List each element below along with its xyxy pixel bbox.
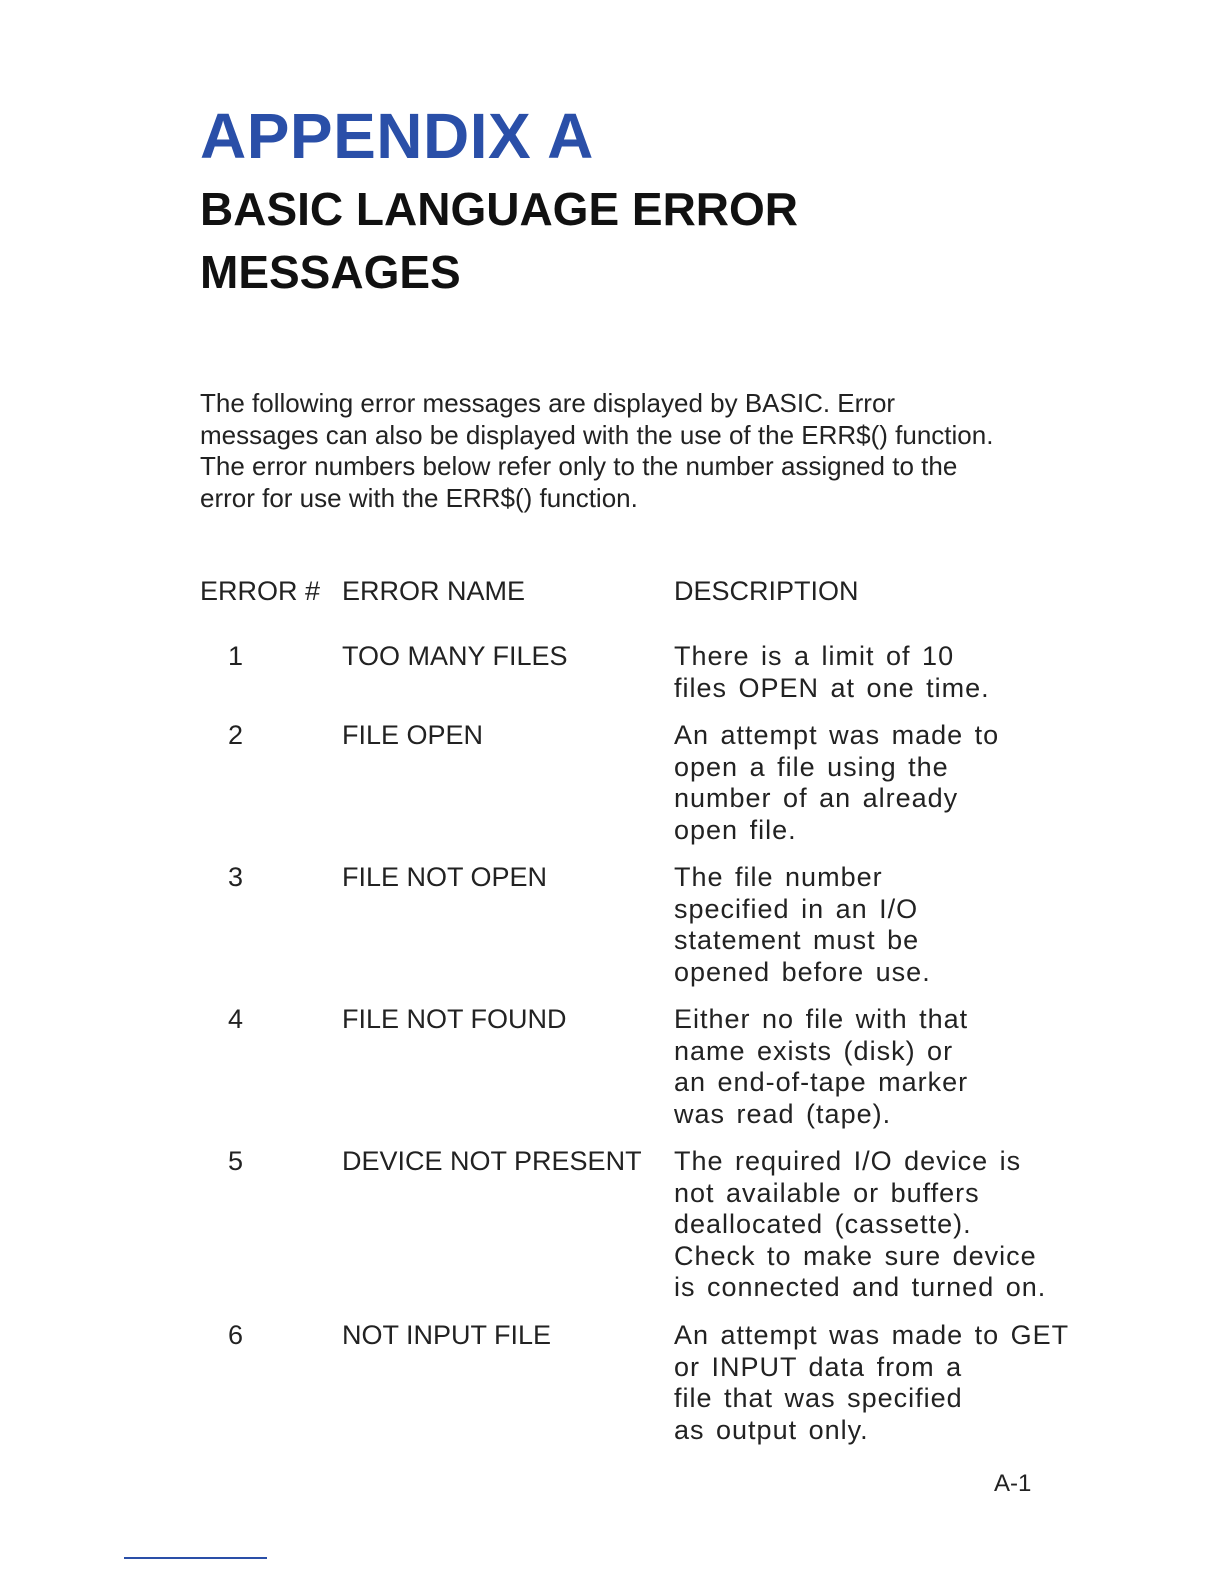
description-line: opened before use. bbox=[674, 956, 931, 987]
appendix-title: APPENDIX A bbox=[200, 100, 594, 172]
error-name: FILE OPEN bbox=[342, 720, 484, 750]
description-line: statement must be bbox=[674, 925, 920, 956]
error-name: FILE NOT OPEN bbox=[342, 862, 548, 892]
error-name: NOT INPUT FILE bbox=[342, 1320, 552, 1350]
error-description bbox=[674, 720, 999, 846]
column-header-error-number: ERROR # bbox=[200, 576, 321, 606]
description-line: is connected and turned on. bbox=[674, 1272, 1047, 1303]
description-line: There is a limit of 10 bbox=[674, 641, 955, 671]
error-number: 6 bbox=[228, 1320, 244, 1350]
description-line: as output only. bbox=[674, 1414, 869, 1445]
description-line: open a file using the bbox=[674, 751, 949, 782]
error-description bbox=[674, 862, 931, 988]
description-line: not available or buffers bbox=[674, 1177, 980, 1208]
description-line: an end-of-tape marker bbox=[674, 1067, 969, 1098]
error-name: TOO MANY FILES bbox=[342, 641, 568, 671]
error-description bbox=[674, 1004, 968, 1130]
error-number: 5 bbox=[228, 1146, 244, 1176]
description-line: files OPEN at one time. bbox=[674, 672, 990, 703]
description-line: An attempt was made to bbox=[674, 720, 1000, 750]
error-description bbox=[674, 1320, 1069, 1446]
error-name: FILE NOT FOUND bbox=[342, 1004, 567, 1034]
description-line: number of an already bbox=[674, 783, 959, 814]
description-line: or INPUT data from a bbox=[674, 1351, 963, 1382]
error-description bbox=[674, 1146, 1046, 1304]
column-header-description: DESCRIPTION bbox=[674, 576, 859, 606]
column-header-error-name: ERROR NAME bbox=[342, 576, 526, 606]
description-line: The required I/O device is bbox=[674, 1146, 1022, 1176]
chapter-title: BASIC LANGUAGE ERROR MESSAGES bbox=[200, 183, 799, 298]
intro-paragraph: The following error messages are displayed by BASIC. Error messages can also be displayed with the use of the ERR$() function. The error numbers below refer only to the number assigned to the error for use with the ERR$() function. bbox=[200, 388, 994, 513]
error-number: 2 bbox=[228, 720, 244, 750]
description-line: specified in an I/O bbox=[674, 893, 919, 924]
description-line: open file. bbox=[674, 814, 797, 845]
page-number: A-1 bbox=[994, 1470, 1032, 1497]
error-number: 1 bbox=[228, 641, 244, 671]
error-description bbox=[674, 641, 990, 704]
description-line: was read (tape). bbox=[674, 1098, 892, 1129]
error-name: DEVICE NOT PRESENT bbox=[342, 1146, 642, 1176]
description-line: file that was specified bbox=[674, 1383, 963, 1414]
description-line: Either no file with that bbox=[674, 1004, 969, 1034]
description-line: name exists (disk) or bbox=[674, 1035, 954, 1066]
description-line: The file number bbox=[674, 862, 883, 892]
footer-rule bbox=[124, 1557, 267, 1559]
error-number: 4 bbox=[228, 1004, 244, 1034]
description-line: deallocated (cassette). bbox=[674, 1209, 972, 1240]
error-number: 3 bbox=[228, 862, 244, 892]
description-line: Check to make sure device bbox=[674, 1240, 1037, 1271]
description-line: An attempt was made to GET bbox=[674, 1320, 1070, 1350]
